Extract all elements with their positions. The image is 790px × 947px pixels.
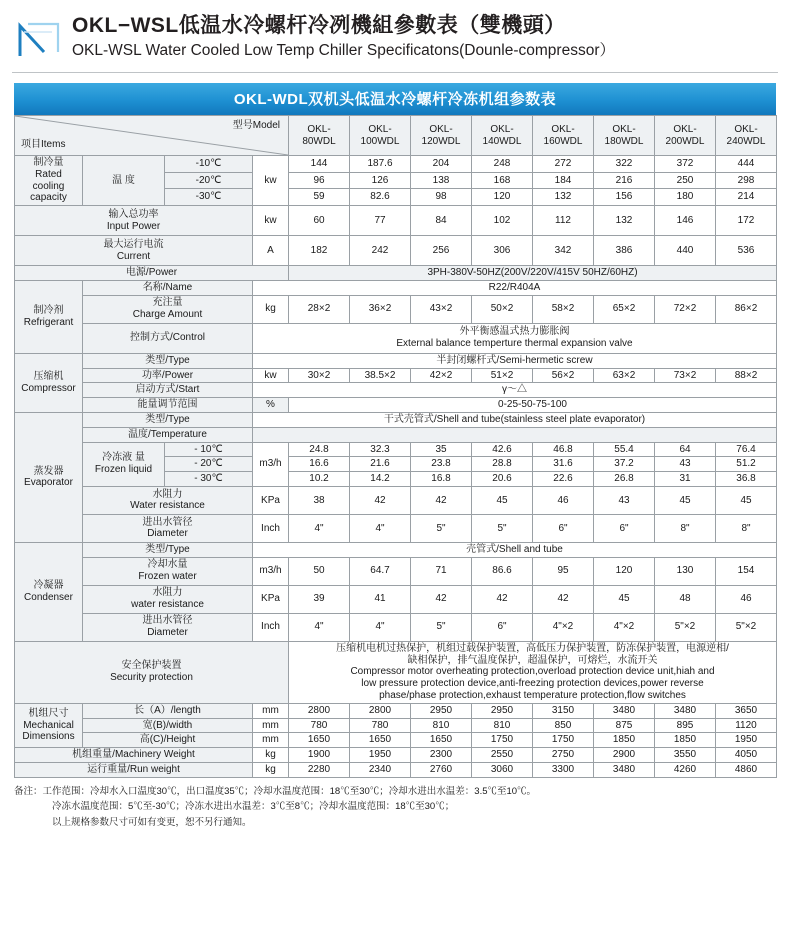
compressor-start-value: γ～△ bbox=[253, 383, 777, 398]
condenser-frozen-water-label: 冷却水量 Frozen water bbox=[83, 557, 253, 585]
compressor-start-row bbox=[15, 383, 777, 398]
cell: 43 bbox=[594, 486, 655, 514]
frozen-liquid-row-1 bbox=[15, 442, 777, 457]
cell: 154 bbox=[716, 557, 777, 585]
rated-cooling-unit: kw bbox=[253, 156, 289, 206]
condenser-diameter-row bbox=[15, 613, 777, 641]
cell: 41 bbox=[350, 585, 411, 613]
model-suffix: 180WDL bbox=[604, 135, 644, 147]
cell: 2550 bbox=[472, 748, 533, 763]
cell: 2300 bbox=[411, 748, 472, 763]
notes-line-1 bbox=[14, 784, 776, 800]
cell: 1950 bbox=[350, 748, 411, 763]
cell: 895 bbox=[655, 718, 716, 733]
cell: 440 bbox=[655, 236, 716, 266]
corner-model-label: 型号Model bbox=[232, 120, 280, 131]
cell: 4" bbox=[350, 613, 411, 641]
cell: 168 bbox=[472, 172, 533, 189]
cell: 50 bbox=[289, 557, 350, 585]
cell: 187.6 bbox=[350, 156, 411, 173]
max-current-unit: A bbox=[253, 236, 289, 266]
cell: 272 bbox=[533, 156, 594, 173]
condenser-water-resistance-label: 水阻力 water resistance bbox=[83, 585, 253, 613]
cell: 8" bbox=[655, 514, 716, 542]
cell: 14.2 bbox=[350, 472, 411, 487]
cell: 20.6 bbox=[472, 472, 533, 487]
cell: 2800 bbox=[350, 703, 411, 718]
cell: 26.8 bbox=[594, 472, 655, 487]
dimension-length-unit: mm bbox=[253, 703, 289, 718]
condenser-water-resistance-row bbox=[15, 585, 777, 613]
cell: 6" bbox=[472, 613, 533, 641]
cell: 248 bbox=[472, 156, 533, 173]
cell: 36×2 bbox=[350, 295, 411, 323]
cell: 48 bbox=[655, 585, 716, 613]
cell: 86.6 bbox=[472, 557, 533, 585]
model-col-8 bbox=[716, 116, 777, 156]
cell: 51.2 bbox=[716, 457, 777, 472]
input-power-row bbox=[15, 206, 777, 236]
run-weight-row bbox=[15, 762, 777, 777]
cell: 780 bbox=[350, 718, 411, 733]
model-prefix: OKL- bbox=[612, 123, 636, 135]
compressor-capacity-unit: % bbox=[253, 398, 289, 413]
refrigerant-label: 制冷剂 Refrigerant bbox=[15, 280, 83, 353]
cell: 132 bbox=[594, 206, 655, 236]
max-current-label: 最大运行电流 Current bbox=[15, 236, 253, 266]
cell: 322 bbox=[594, 156, 655, 173]
cell: 372 bbox=[655, 156, 716, 173]
page-header bbox=[0, 0, 790, 64]
cell: 144 bbox=[289, 156, 350, 173]
cell: 42.6 bbox=[472, 442, 533, 457]
refrigerant-charge-unit: kg bbox=[253, 295, 289, 323]
model-col-4 bbox=[472, 116, 533, 156]
cell: 112 bbox=[533, 206, 594, 236]
frozen-liquid-label: 冷冻液 量 Frozen liquid bbox=[83, 442, 165, 486]
evaporator-type-label: 类型/Type bbox=[83, 412, 253, 427]
cell: 60 bbox=[289, 206, 350, 236]
dimension-width-row bbox=[15, 718, 777, 733]
cell: 2900 bbox=[594, 748, 655, 763]
cell: 850 bbox=[533, 718, 594, 733]
cell: 59 bbox=[289, 189, 350, 206]
cell: 42 bbox=[350, 486, 411, 514]
cell: 1750 bbox=[472, 733, 533, 748]
cell: 38 bbox=[289, 486, 350, 514]
cell: 8" bbox=[716, 514, 777, 542]
corner-header-cell bbox=[15, 116, 289, 156]
refrigerant-name-row bbox=[15, 280, 777, 295]
compressor-power-unit: kw bbox=[253, 368, 289, 383]
cell: 2800 bbox=[289, 703, 350, 718]
cell: 86×2 bbox=[716, 295, 777, 323]
cell: 45 bbox=[472, 486, 533, 514]
notes-block bbox=[14, 784, 776, 831]
dimension-length-label: 长（A）/length bbox=[83, 703, 253, 718]
frozen-liquid-temp-3: - 30℃ bbox=[165, 472, 253, 487]
power-supply-value: 3PH-380V-50HZ(200V/220V/415V 50HZ/60HZ) bbox=[289, 266, 777, 281]
cell: 242 bbox=[350, 236, 411, 266]
cell: 42 bbox=[411, 486, 472, 514]
rated-cooling-temp-1: -10℃ bbox=[165, 156, 253, 173]
cell: 42 bbox=[533, 585, 594, 613]
cell: 172 bbox=[716, 206, 777, 236]
power-supply-row bbox=[15, 266, 777, 281]
cell: 1750 bbox=[533, 733, 594, 748]
cell: 1650 bbox=[289, 733, 350, 748]
model-suffix: 240WDL bbox=[726, 135, 766, 147]
cell: 2280 bbox=[289, 762, 350, 777]
cell: 1120 bbox=[716, 718, 777, 733]
evaporator-diameter-row bbox=[15, 514, 777, 542]
notes-line-3: 以上规格参数尺寸可如有变更，恕不另行通知。 bbox=[52, 817, 252, 829]
cell: 5" bbox=[411, 613, 472, 641]
cell: 102 bbox=[472, 206, 533, 236]
security-protection-label: 安全保护装置 Security protection bbox=[15, 641, 289, 703]
cell: 180 bbox=[655, 189, 716, 206]
cell: 96 bbox=[289, 172, 350, 189]
cell: 45 bbox=[655, 486, 716, 514]
cell: 22.6 bbox=[533, 472, 594, 487]
spec-table bbox=[14, 115, 777, 778]
cell: 64 bbox=[655, 442, 716, 457]
model-suffix: 120WDL bbox=[421, 135, 461, 147]
cell: 76.4 bbox=[716, 442, 777, 457]
model-suffix: 100WDL bbox=[360, 135, 400, 147]
cell: 37.2 bbox=[594, 457, 655, 472]
input-power-label: 输入总功率 Input Power bbox=[15, 206, 253, 236]
cell: 2950 bbox=[411, 703, 472, 718]
cell: 3150 bbox=[533, 703, 594, 718]
cell: 444 bbox=[716, 156, 777, 173]
model-suffix: 160WDL bbox=[543, 135, 583, 147]
condenser-water-resistance-unit: KPa bbox=[253, 585, 289, 613]
rated-cooling-temp-3: -30℃ bbox=[165, 189, 253, 206]
cell: 2750 bbox=[533, 748, 594, 763]
cell: 1650 bbox=[411, 733, 472, 748]
cell: 536 bbox=[716, 236, 777, 266]
cell: 50×2 bbox=[472, 295, 533, 323]
cell: 780 bbox=[289, 718, 350, 733]
compressor-power-label: 功率/Power bbox=[83, 368, 253, 383]
cell: 386 bbox=[594, 236, 655, 266]
dimension-width-label: 宽(B)/width bbox=[83, 718, 253, 733]
condenser-type-row bbox=[15, 542, 777, 557]
cell: 214 bbox=[716, 189, 777, 206]
cell: 4050 bbox=[716, 748, 777, 763]
cell: 1650 bbox=[350, 733, 411, 748]
refrigerant-control-value: 外平衡感温式热力膨胀阀 External balance temperture thermal expansion valve bbox=[253, 323, 777, 353]
cell: 4860 bbox=[716, 762, 777, 777]
compressor-start-label: 启动方式/Start bbox=[83, 383, 253, 398]
cell: 55.4 bbox=[594, 442, 655, 457]
evaporator-water-resistance-unit: KPa bbox=[253, 486, 289, 514]
frozen-liquid-temp-1: - 10℃ bbox=[165, 442, 253, 457]
refrigerant-control-label: 控制方式/Control bbox=[83, 323, 253, 353]
cell: 120 bbox=[594, 557, 655, 585]
cell: 810 bbox=[411, 718, 472, 733]
evaporator-diameter-unit: Inch bbox=[253, 514, 289, 542]
notes-line-2: 冷冻水温度范围：5℃至-30℃；冷冻水进出水温差：3℃至8℃；冷却水温度范围：18℃至30℃； bbox=[52, 801, 455, 813]
cell: 306 bbox=[472, 236, 533, 266]
cell: 35 bbox=[411, 442, 472, 457]
cell: 4" bbox=[350, 514, 411, 542]
frozen-liquid-unit: m3/h bbox=[253, 442, 289, 486]
cell: 21.6 bbox=[350, 457, 411, 472]
cell: 4" bbox=[289, 514, 350, 542]
input-power-unit: kw bbox=[253, 206, 289, 236]
evaporator-diameter-label: 进出水管径 Diameter bbox=[83, 514, 253, 542]
machinery-weight-row bbox=[15, 748, 777, 763]
cell: 23.8 bbox=[411, 457, 472, 472]
condenser-type-value: 壳管式/Shell and tube bbox=[253, 542, 777, 557]
cell: 6" bbox=[533, 514, 594, 542]
cell: 3480 bbox=[594, 703, 655, 718]
cell: 42 bbox=[411, 585, 472, 613]
cell: 156 bbox=[594, 189, 655, 206]
evaporator-temp-header-row bbox=[15, 427, 777, 442]
rated-cooling-temp-2: -20℃ bbox=[165, 172, 253, 189]
model-suffix: 200WDL bbox=[665, 135, 705, 147]
condenser-label: 冷凝器 Condenser bbox=[15, 542, 83, 641]
evaporator-type-row bbox=[15, 412, 777, 427]
cell: 256 bbox=[411, 236, 472, 266]
cell: 39 bbox=[289, 585, 350, 613]
cell: 43×2 bbox=[411, 295, 472, 323]
dimension-height-row bbox=[15, 733, 777, 748]
cell: 30×2 bbox=[289, 368, 350, 383]
compressor-capacity-label: 能量调节范围 bbox=[83, 398, 253, 413]
refrigerant-name-value: R22/R404A bbox=[253, 280, 777, 295]
cell: 5"×2 bbox=[655, 613, 716, 641]
condenser-type-label: 类型/Type bbox=[83, 542, 253, 557]
evaporator-label: 蒸发器 Evaporator bbox=[15, 412, 83, 542]
cell: 3650 bbox=[716, 703, 777, 718]
condenser-diameter-label: 进出水管径 Diameter bbox=[83, 613, 253, 641]
evaporator-temp-header-spacer bbox=[253, 427, 777, 442]
cell: 32.3 bbox=[350, 442, 411, 457]
machinery-weight-label: 机组重量/Machinery Weight bbox=[15, 748, 253, 763]
compressor-capacity-row bbox=[15, 398, 777, 413]
model-col-3 bbox=[411, 116, 472, 156]
model-prefix: OKL- bbox=[368, 123, 392, 135]
cell: 130 bbox=[655, 557, 716, 585]
corner-items-label: 项目Items bbox=[21, 139, 66, 151]
evaporator-type-value: 干式壳管式/Shell and tube(stainless steel plate evaporator) bbox=[253, 412, 777, 427]
security-protection-value: 压缩机电机过热保护，机组过载保护装置，高低压力保护装置，防冻保护装置，电源逆相/ 缺相保护，排气温度保护，超温保护，可熔烂，水流开关 Compressor motor overheating protection,overload protection device unit,hiah and low pressure protection device,anti-freezing protection devices,power reverse phase/phase protection,exhaust temperature protection,flow switches bbox=[289, 641, 777, 703]
compressor-power-row bbox=[15, 368, 777, 383]
compressor-type-label: 类型/Type bbox=[83, 353, 253, 368]
cell: 82.6 bbox=[350, 189, 411, 206]
machinery-weight-unit: kg bbox=[253, 748, 289, 763]
cell: 3550 bbox=[655, 748, 716, 763]
model-col-2 bbox=[350, 116, 411, 156]
cell: 4"×2 bbox=[594, 613, 655, 641]
header-divider bbox=[12, 72, 778, 73]
cell: 6" bbox=[594, 514, 655, 542]
cell: 5" bbox=[411, 514, 472, 542]
cell: 98 bbox=[411, 189, 472, 206]
refrigerant-charge-row bbox=[15, 295, 777, 323]
refrigerant-control-row bbox=[15, 323, 777, 353]
compressor-capacity-value: 0-25-50-75-100 bbox=[289, 398, 777, 413]
cell: 71 bbox=[411, 557, 472, 585]
model-prefix: OKL- bbox=[551, 123, 575, 135]
compressor-label: 压缩机 Compressor bbox=[15, 353, 83, 412]
cell: 64.7 bbox=[350, 557, 411, 585]
compressor-type-value: 半封闭螺杆式/Semi-hermetic screw bbox=[253, 353, 777, 368]
security-protection-row bbox=[15, 641, 777, 703]
dimension-height-unit: mm bbox=[253, 733, 289, 748]
cell: 95 bbox=[533, 557, 594, 585]
cell: 1850 bbox=[594, 733, 655, 748]
model-col-5 bbox=[533, 116, 594, 156]
notes-label: 备注： bbox=[14, 785, 43, 797]
dimension-length-row bbox=[15, 703, 777, 718]
rated-cooling-row-1 bbox=[15, 156, 777, 173]
model-suffix: 80WDL bbox=[302, 135, 336, 147]
model-prefix: OKL- bbox=[429, 123, 453, 135]
cell: 810 bbox=[472, 718, 533, 733]
cell: 875 bbox=[594, 718, 655, 733]
cell: 1900 bbox=[289, 748, 350, 763]
cell: 73×2 bbox=[655, 368, 716, 383]
cell: 42 bbox=[472, 585, 533, 613]
cell: 342 bbox=[533, 236, 594, 266]
cell: 10.2 bbox=[289, 472, 350, 487]
evaporator-water-resistance-row bbox=[15, 486, 777, 514]
condenser-frozen-water-unit: m3/h bbox=[253, 557, 289, 585]
cell: 77 bbox=[350, 206, 411, 236]
cell: 56×2 bbox=[533, 368, 594, 383]
cell: 3060 bbox=[472, 762, 533, 777]
cell: 38.5×2 bbox=[350, 368, 411, 383]
cell: 45 bbox=[716, 486, 777, 514]
cell: 132 bbox=[533, 189, 594, 206]
cell: 184 bbox=[533, 172, 594, 189]
refrigerant-charge-label: 充注量 Charge Amount bbox=[83, 295, 253, 323]
cell: 1850 bbox=[655, 733, 716, 748]
page-title-en: OKL-WSL Water Cooled Low Temp Chiller Specificatons(Dounle-compressor） bbox=[72, 42, 615, 60]
cell: 28×2 bbox=[289, 295, 350, 323]
cell: 42×2 bbox=[411, 368, 472, 383]
model-col-7 bbox=[655, 116, 716, 156]
cell: 204 bbox=[411, 156, 472, 173]
temperature-label: 温 度 bbox=[83, 156, 165, 206]
max-current-row bbox=[15, 236, 777, 266]
condenser-diameter-unit: Inch bbox=[253, 613, 289, 641]
cell: 84 bbox=[411, 206, 472, 236]
cell: 36.8 bbox=[716, 472, 777, 487]
cell: 120 bbox=[472, 189, 533, 206]
cell: 3480 bbox=[655, 703, 716, 718]
model-prefix: OKL- bbox=[307, 123, 331, 135]
cell: 1950 bbox=[716, 733, 777, 748]
run-weight-unit: kg bbox=[253, 762, 289, 777]
cell: 2950 bbox=[472, 703, 533, 718]
cell: 4"×2 bbox=[533, 613, 594, 641]
cell: 146 bbox=[655, 206, 716, 236]
cell: 46 bbox=[716, 585, 777, 613]
cell: 51×2 bbox=[472, 368, 533, 383]
cell: 58×2 bbox=[533, 295, 594, 323]
cell: 2340 bbox=[350, 762, 411, 777]
model-prefix: OKL- bbox=[734, 123, 758, 135]
dimension-width-unit: mm bbox=[253, 718, 289, 733]
table-banner-title: OKL-WDL双机头低温水冷螺杆冷冻机组参数表 bbox=[14, 83, 776, 115]
cell: 63×2 bbox=[594, 368, 655, 383]
cell: 46.8 bbox=[533, 442, 594, 457]
model-prefix: OKL- bbox=[490, 123, 514, 135]
compressor-type-row bbox=[15, 353, 777, 368]
cell: 31 bbox=[655, 472, 716, 487]
cell: 28.8 bbox=[472, 457, 533, 472]
cell: 45 bbox=[594, 585, 655, 613]
dimension-height-label: 高(C)/Height bbox=[83, 733, 253, 748]
cell: 3480 bbox=[594, 762, 655, 777]
cell: 2760 bbox=[411, 762, 472, 777]
cell: 72×2 bbox=[655, 295, 716, 323]
model-suffix: 140WDL bbox=[482, 135, 522, 147]
cell: 16.6 bbox=[289, 457, 350, 472]
model-prefix: OKL- bbox=[673, 123, 697, 135]
cell: 4260 bbox=[655, 762, 716, 777]
cell: 216 bbox=[594, 172, 655, 189]
company-logo-icon bbox=[14, 12, 66, 64]
frozen-liquid-temp-2: - 20℃ bbox=[165, 457, 253, 472]
cell: 138 bbox=[411, 172, 472, 189]
model-col-1 bbox=[289, 116, 350, 156]
title-block bbox=[72, 12, 776, 61]
cell: 31.6 bbox=[533, 457, 594, 472]
cell: 3300 bbox=[533, 762, 594, 777]
cell: 24.8 bbox=[289, 442, 350, 457]
cell: 5" bbox=[472, 514, 533, 542]
cell: 65×2 bbox=[594, 295, 655, 323]
model-col-6 bbox=[594, 116, 655, 156]
refrigerant-name-label: 名称/Name bbox=[83, 280, 253, 295]
cell: 5"×2 bbox=[716, 613, 777, 641]
spec-table-wrap bbox=[14, 115, 776, 778]
dimensions-label: 机组尺寸 Mechanical Dimensions bbox=[15, 703, 83, 747]
cell: 4" bbox=[289, 613, 350, 641]
cell: 46 bbox=[533, 486, 594, 514]
evaporator-water-resistance-label: 水阻力 Water resistance bbox=[83, 486, 253, 514]
table-header-row bbox=[15, 116, 777, 156]
cell: 182 bbox=[289, 236, 350, 266]
cell: 16.8 bbox=[411, 472, 472, 487]
run-weight-label: 运行重量/Run weight bbox=[15, 762, 253, 777]
notes-text-1: 工作范围：冷却水入口温度30℃，出口温度35℃；冷却水温度范围：18℃至30℃；冷却水进出水温差：3.5℃至10℃。 bbox=[42, 785, 537, 797]
cell: 298 bbox=[716, 172, 777, 189]
cell: 43 bbox=[655, 457, 716, 472]
cell: 250 bbox=[655, 172, 716, 189]
evaporator-temp-header: 温度/Temperature bbox=[83, 427, 253, 442]
cell: 126 bbox=[350, 172, 411, 189]
page-title-cn: OKL−WSL低温水冷螺杆冷冽機組參數表（雙機頭） bbox=[72, 14, 566, 37]
condenser-frozen-water-row bbox=[15, 557, 777, 585]
rated-cooling-label: 制冷量 Rated cooling capacity bbox=[15, 156, 83, 206]
cell: 88×2 bbox=[716, 368, 777, 383]
power-supply-label: 电源/Power bbox=[15, 266, 289, 281]
